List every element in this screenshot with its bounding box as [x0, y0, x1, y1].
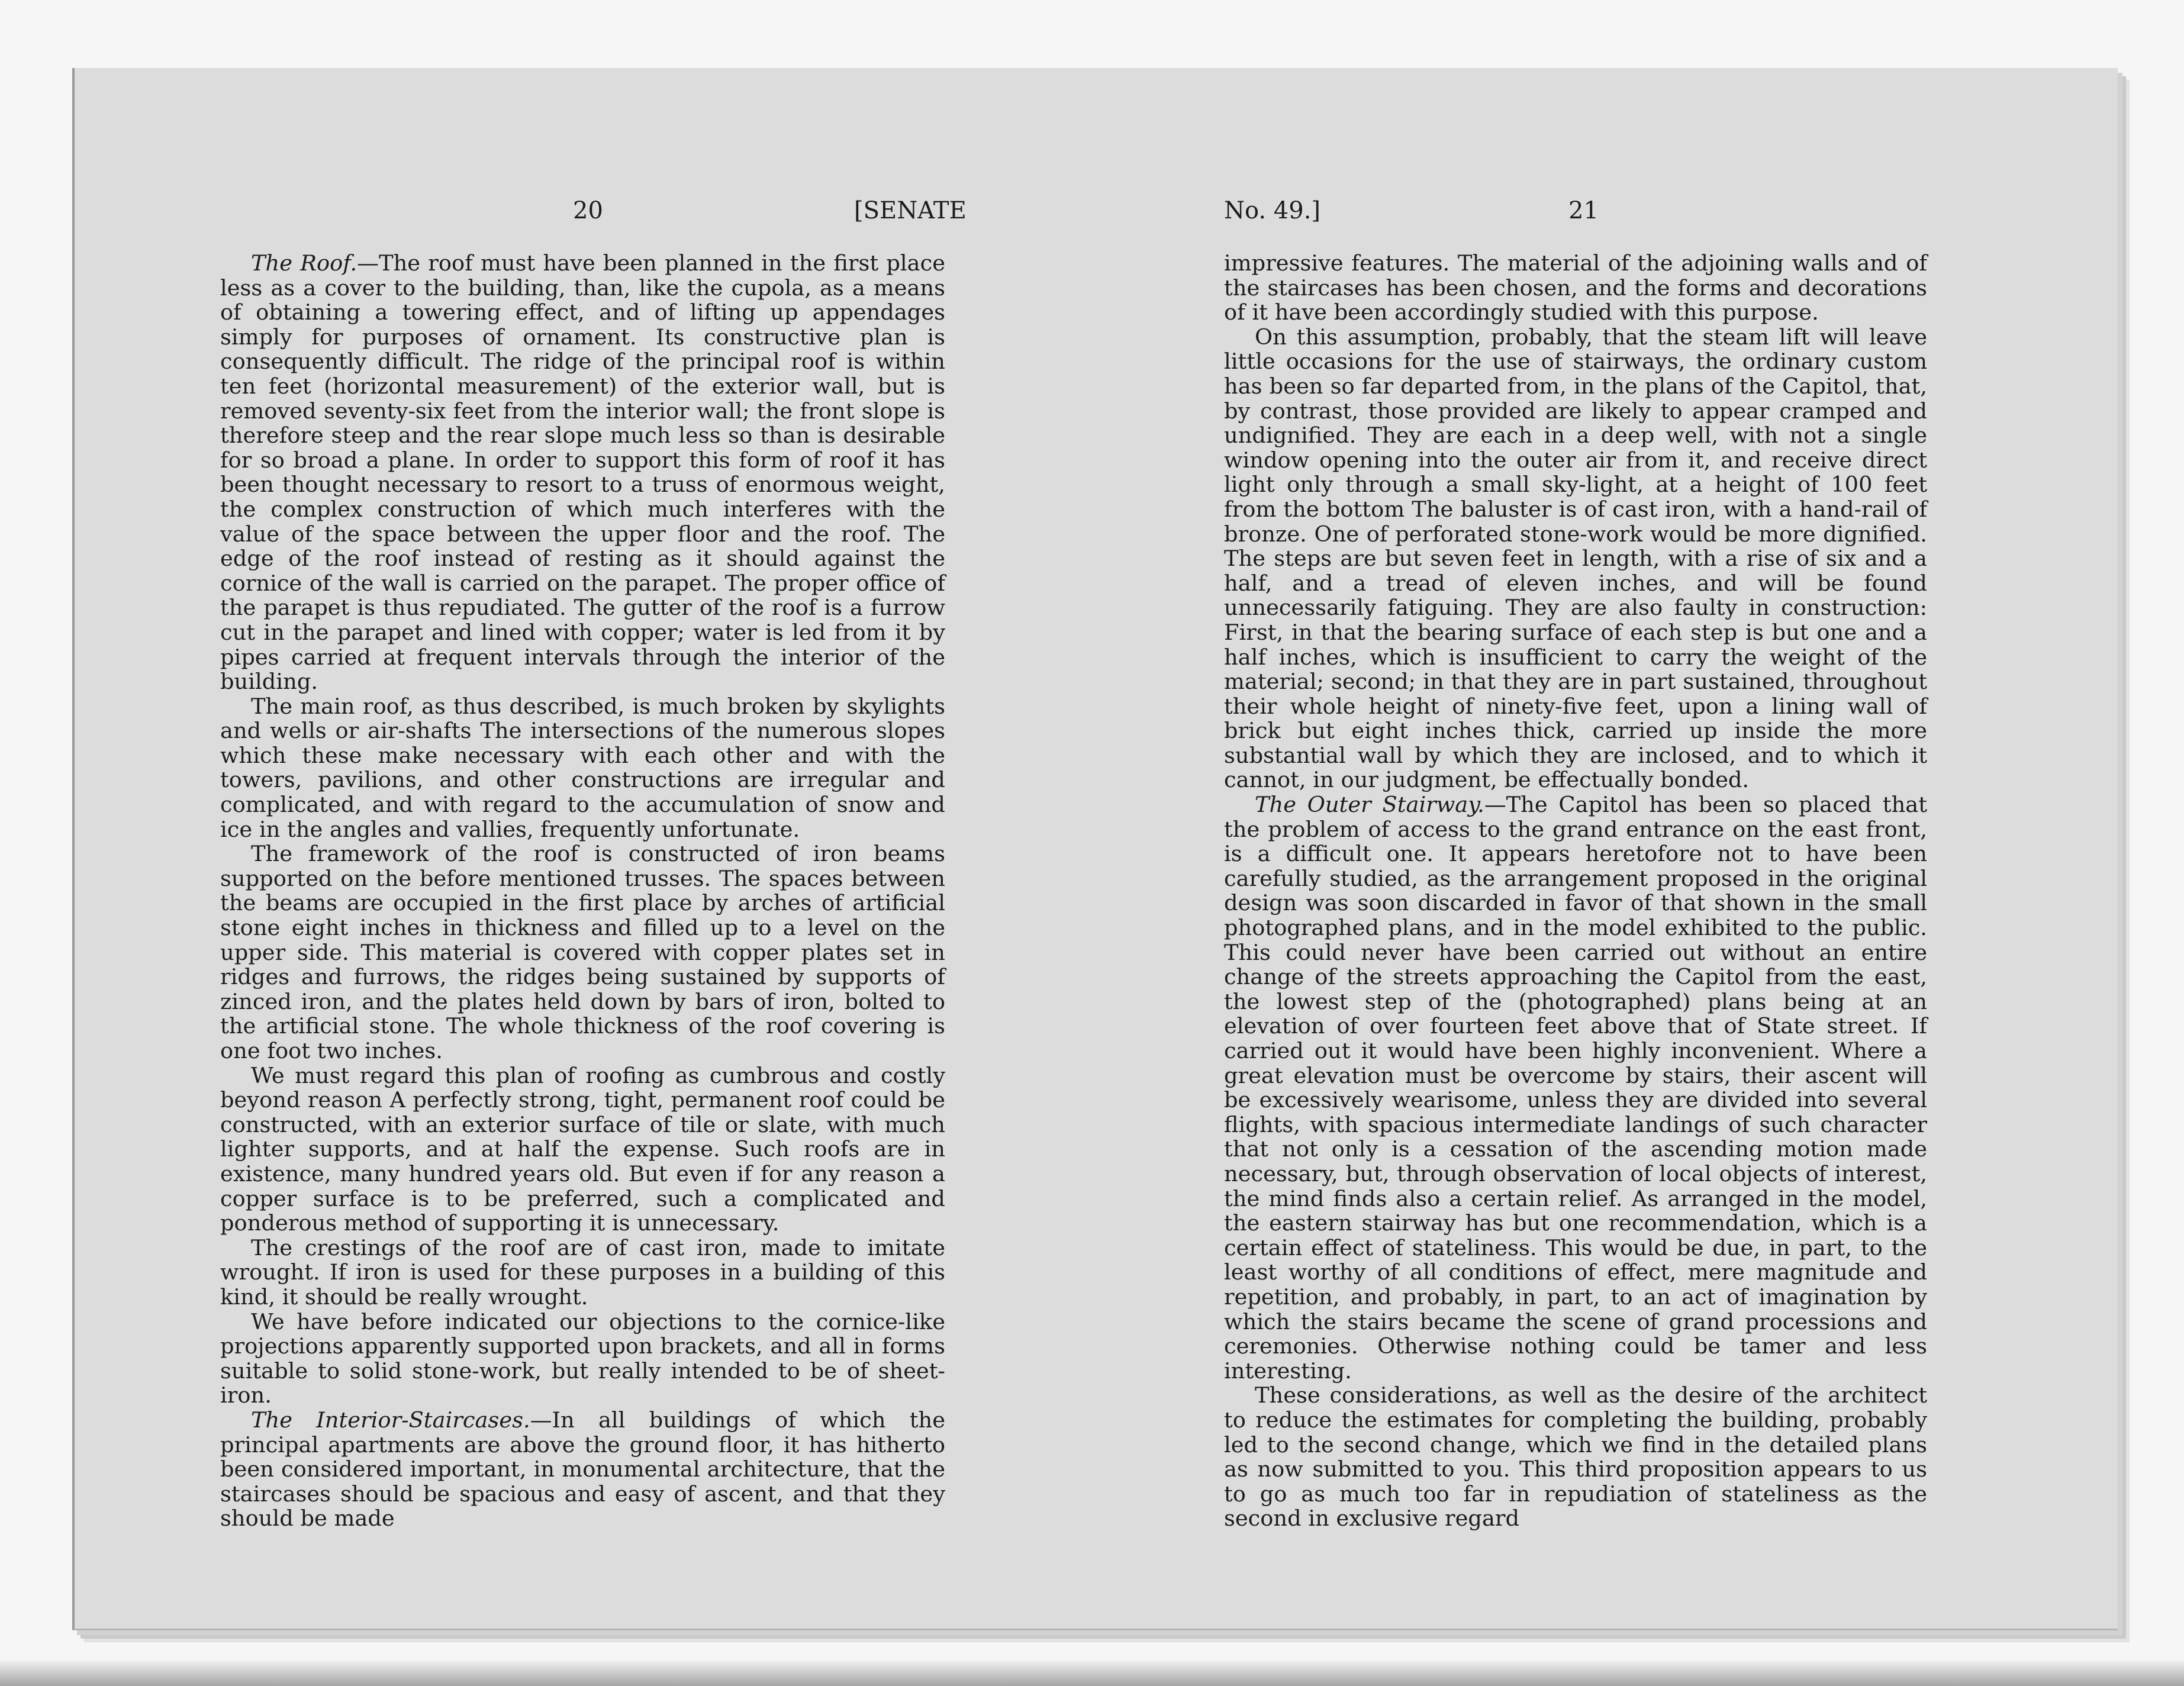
- paragraph-steam-lift: [1224, 325, 1927, 792]
- paragraph-main-roof: [220, 694, 945, 842]
- paragraph-text: We must regard this plan of roofing as cumbrous and costly beyond reason A perfectly strong, tight, permanent roof could be constructed, with an exterior surface of tile or slate, with much lighter supports, and at half the expense. Such roofs are in existence, many hundred years old. But even if for any reason a copper surface is to be preferred, such a complicated and ponderous method of supporting it is unnecessary.: [220, 1062, 945, 1236]
- right-page-header: [1224, 195, 1927, 226]
- paragraph-text: On this assumption, probably, that the steam lift will leave little occasions for the use of stairways, the ordinary custom has been so far departed from, in the plans of the Capitol, that, by contrast, those provided are likely to appear cramped and undignified. They are each in a deep well, with not a single window opening into the outer air from it, and receive direct light only through a small sky-light, at a height of 100 feet from the bottom The baluster is of cast iron, with a hand-rail of bronze. One of perforated stone-work would be more dignified. The steps are but seven feet in length, with a rise of six and a half, and a tread of eleven inches, and will be found unnecessarily fatiguing. They are also faulty in construction: First, in that the bearing surface of each step is but one and a half inches, which is insufficient to carry the weight of the material; second; in that they are in part sustained, throughout their whole height of ninety-five feet, upon a lining wall of brick but eight inches thick, carried up inside the more substantial wall by which they are inclosed, and to which it cannot, in our judgment, be effectually bonded.: [1224, 324, 1927, 793]
- paragraph-continued: [1224, 251, 1927, 325]
- paragraph-text: These considerations, as well as the desire of the architect to reduce the estimates for completing the building, probably led to the second change, which we find in the detailed plans as now submitted to you. This third proposition appears to us to go as much too far in repudiation of stateliness as the second in exclusive regard: [1224, 1382, 1927, 1532]
- paragraph-interior-staircases: [220, 1408, 945, 1531]
- paragraph-text: The crestings of the roof are of cast iron, made to imitate wrought. If iron is used for these purposes in a building of this kind, it should be really wrought.: [220, 1234, 945, 1310]
- left-page: [220, 195, 967, 1532]
- section-heading: The Interior-Staircases.: [251, 1407, 530, 1433]
- paragraph-text: The main roof, as thus described, is much broken by skylights and wells or air-shafts The intersections of the numerous slopes which these make necessary with each other and with the towers, pavilions, and other constructions are irregular and complicated, and with regard to the accumulation of snow and ice in the angles and vallies, frequently unfortunate.: [220, 693, 945, 842]
- paragraph-text: impressive features. The material of the adjoining walls and of the staircases has been chosen, and the forms and decorations of it have been accordingly studied with this purpose.: [1224, 250, 1927, 325]
- paragraph-framework: [220, 842, 945, 1063]
- right-page: [1224, 195, 1927, 1531]
- paragraph-roof: [220, 251, 945, 694]
- page-number: 20: [573, 197, 603, 224]
- paragraph-text: —The roof must have been planned in the first place less as a cover to the building, than, like the cupola, as a means of obtaining a towering effect, and of lifting up appendages simply for purposes of ornament. Its constructive plan is consequently difficult. The ridge of the principal roof is within ten feet (horizontal measurement) of the exterior wall, but is removed seventy-six feet from the interior wall; the front slope is therefore steep and the rear slope much less so than is desirable for so broad a plane. In order to support this form of roof it has been thought necessary to resort to a truss of enormous weight, the complex construction of which much interferes with the value of the space between the upper floor and the roof. The edge of the roof instead of resting as it should against the cornice of the wall is carried on the parapet. The proper office of the parapet is thus repudiated. The gutter of the roof is a furrow cut in the parapet and lined with copper; water is led from it by pipes carried at frequent intervals through the interior of the building.: [220, 250, 946, 695]
- page-number: 21: [1568, 197, 1599, 224]
- paragraph-text: The framework of the roof is constructed of iron beams supported on the before mentioned trusses. The spaces between the beams are occupied in the first place by arches of artificial stone eight inches in thickness and filled up to a level on the upper side. This material is covered with copper plates set in ridges and furrows, the ridges being sustained by supports of zinced iron, and the plates held down by bars of iron, bolted to the artificial stone. The whole thickness of the roof covering is one foot two inches.: [220, 841, 945, 1063]
- paragraph-outer-stairway: [1224, 792, 1927, 1383]
- paragraph-text: —The Capitol has been so placed that the problem of access to the grand entrance on the east front, is a difficult one. It appears heretofore not to have been carefully studied, as the arrangement proposed in the original design was soon discarded in favor of that shown in the small photographed plans, and in the model exhibited to the public. This could never have been carried out without an entire change of the streets approaching the Capitol from the east, the lowest step of the (photographed) plans being at an elevation of over fourteen feet above that of State street. If carried out it would have been highly inconvenient. Where a great elevation must be overcome by stairs, their ascent will be excessively wearisome, unless they are divided into several flights, with spacious intermediate landings of such character that not only is a cessation of the ascending motion made necessary, but, through observation of local objects of interest, the mind finds also a certain relief. As arranged in the model, the eastern stairway has but one recommendation, which is a certain effect of stateliness. This would be due, in part, to the least worthy of all conditions of effect, mere magnitude and repetition, and probably, in part, to an act of imagination by which the stairs became the scene of grand processions and ceremonies. Otherwise nothing could be tamer and less interesting.: [1224, 792, 1927, 1384]
- paragraph-cornice: [220, 1310, 945, 1408]
- paragraph-text: We have before indicated our objections to the cornice-like projections apparently supported upon brackets, and all in forms suitable to solid stone-work, but really intended to be of sheet-iron.: [220, 1308, 945, 1408]
- left-page-header: [220, 195, 967, 226]
- running-head: No. 49.]: [1224, 197, 1321, 224]
- paragraph-text: —In all buildings of which the principal apartments are above the ground floor, it has hitherto been considered important, in monumental architecture, that the staircases should be spacious and easy of ascent, and that they should be made: [220, 1407, 945, 1532]
- paragraph-crestings: [220, 1236, 945, 1310]
- paragraph-considerations: [1224, 1383, 1927, 1531]
- section-heading: The Roof.: [251, 250, 357, 276]
- section-heading: The Outer Stairway.: [1255, 792, 1484, 818]
- paragraph-roofing-cost: [220, 1063, 945, 1236]
- scanner-edge: [0, 1660, 2184, 1686]
- running-head: [SENATE: [854, 197, 967, 224]
